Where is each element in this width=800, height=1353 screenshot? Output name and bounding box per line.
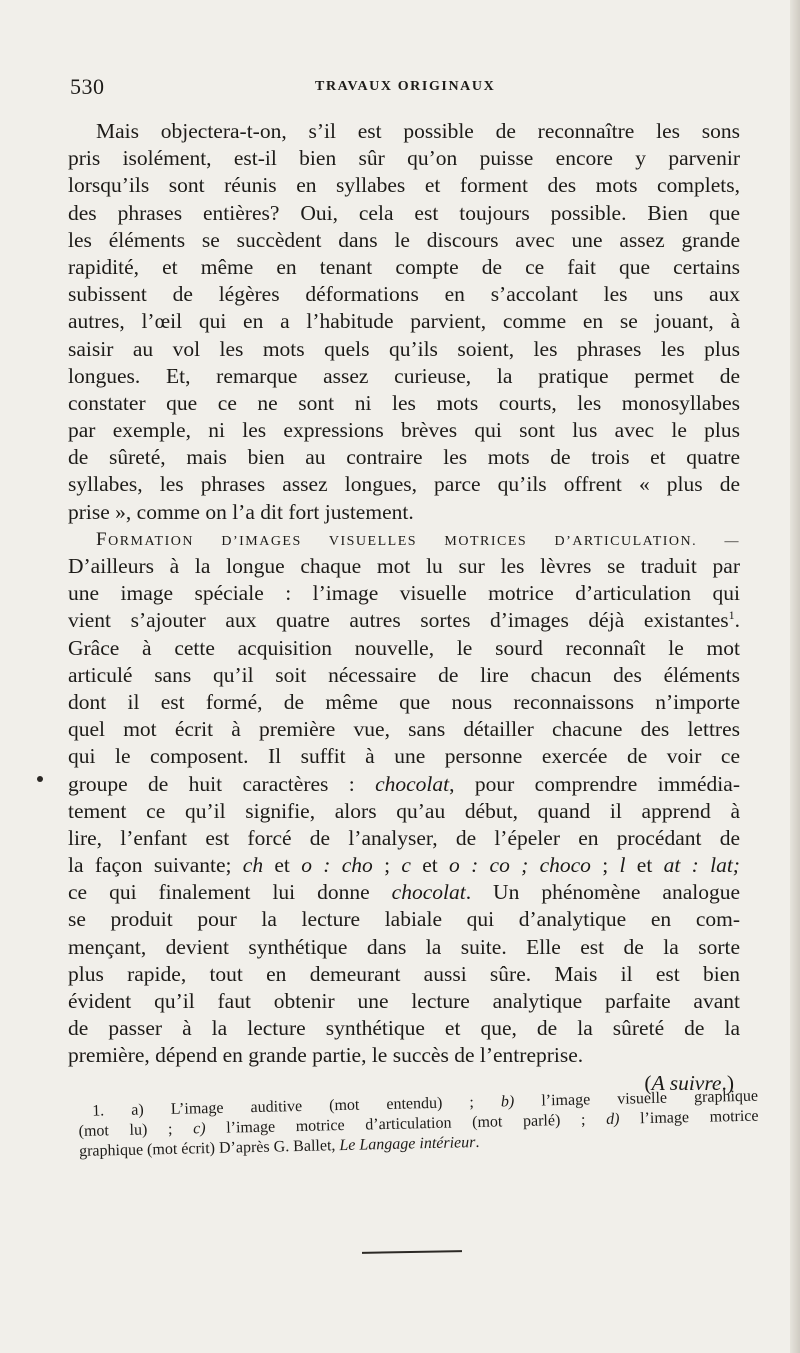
text-line: des phrases entières? Oui, cela est toujours possible. Bien que	[68, 200, 740, 225]
text-line: tement ce qu’il signifie, alors qu’au début, quand il apprend à	[68, 798, 740, 823]
text-line: mençant, devient synthétique dans la suite. Elle est de la sorte	[68, 934, 740, 959]
section-heading-initial: F	[96, 528, 109, 550]
text-segment: vient s’ajouter aux quatre autres sortes d’images déjà existantes	[68, 608, 729, 633]
italic-word: chocolat	[375, 771, 450, 796]
italic-word: d)	[605, 1110, 620, 1129]
margin-mark	[37, 776, 43, 782]
text-line: constater que ce ne sont ni les mots courts, les monosyllabes	[68, 390, 740, 415]
text-segment: graphique (mot écrit) D’après G. Ballet,	[78, 1137, 340, 1160]
text-line: évident qu’il faut obtenir une lecture analytique parfaite avant	[68, 989, 740, 1013]
paren-open: (	[644, 1070, 652, 1095]
text-line: dont il est formé, de même que nous reconnaissons n’importe	[68, 689, 740, 714]
text-segment: .	[734, 608, 740, 633]
text-line: de passer à la lecture synthétique et que, de la sûreté de la	[68, 1016, 740, 1041]
footnote-reference[interactable]: 1	[728, 608, 735, 623]
text-line: articulé sans qu’il soit nécessaire de lire chacun des éléments	[68, 662, 740, 687]
text-line: syllabes, les phrases assez longues, parce qu’ils offrent « plus de	[68, 472, 740, 497]
text-segment: , pour comprendre immédia-	[449, 771, 740, 796]
italic-word: ch	[242, 853, 264, 878]
text-segment: ;	[590, 853, 620, 878]
footnotes	[78, 1087, 759, 1162]
text-line	[68, 607, 740, 634]
text-line: qui le composent. Il suffit à une personne exercée de voir ce	[68, 744, 740, 769]
text-line: D’ailleurs à la longue chaque mot lu sur les lèvres se traduit par	[68, 554, 740, 578]
italic-word: o : co ; choco	[449, 853, 591, 878]
text-line: par exemple, ni les expressions brèves qui sont lus avec le plus	[68, 418, 740, 443]
text-line: se produit pour la lecture labiale qui d’analytique en com-	[68, 907, 740, 932]
text-segment: l’image motrice	[619, 1107, 759, 1128]
text-segment: l’image visuelle graphique	[514, 1087, 759, 1111]
main-text	[68, 118, 740, 1097]
text-line: autres, l’œil qui en a l’habitude parvient, comme en se jouant, à	[68, 309, 740, 334]
book-title: Le Langage intérieur	[339, 1133, 476, 1155]
page-edge-shadow	[790, 0, 800, 1353]
text-line: saisir au vol les mots quels qu’ils soient, les phrases les plus	[68, 336, 740, 361]
text-segment: ce qui finalement lui donne	[68, 880, 392, 905]
text-line: Grâce à cette acquisition nouvelle, le sourd reconnaît le mot	[68, 635, 740, 660]
text-segment: ;	[372, 853, 402, 878]
text-line	[68, 852, 740, 879]
text-segment: et	[625, 853, 664, 878]
text-segment: et	[410, 853, 450, 878]
text-line: de sûreté, mais bien au contraire les mots de trois et quatre	[68, 445, 740, 470]
text-segment: L’image auditive (mot entendu) ;	[170, 1093, 502, 1118]
text-segment: l’image motrice d’articulation (mot parlé) ;	[205, 1111, 607, 1138]
text-segment: la façon suivante;	[68, 853, 243, 878]
text-line: lorsqu’ils sont réunis en syllabes et forment des mots complets,	[68, 173, 740, 198]
to-be-continued-text: A suivre	[651, 1070, 722, 1095]
italic-word: at : lat;	[663, 853, 740, 878]
text-line	[68, 879, 740, 906]
footnote-number: 1. a)	[92, 1100, 171, 1120]
text-segment: .	[475, 1133, 480, 1151]
text-segment: groupe de huit caractères :	[68, 771, 376, 796]
italic-word: b)	[500, 1093, 515, 1111]
italic-word: c	[401, 853, 411, 878]
running-title: TRAVAUX ORIGINAUX	[315, 79, 496, 94]
text-line: première, dépend en grande partie, le succès de l’entreprise.	[68, 1043, 584, 1068]
italic-word: l	[619, 853, 626, 878]
text-line: subissent de légères déformations en s’accolant les uns aux	[68, 282, 740, 307]
text-line: les éléments se succèdent dans le discours avec une assez grande	[68, 227, 740, 252]
text-line: quel mot écrit à première vue, sans détailler chacune des lettres	[68, 717, 740, 742]
text-line	[68, 771, 740, 798]
section-heading-text: ORMATION D’IMAGES VISUELLES MOTRICES D’ARTICULATION. —	[108, 533, 740, 549]
text-line: lire, l’enfant est forcé de l’analyser, de l’épeler en procédant de	[68, 825, 740, 850]
italic-word: chocolat	[391, 880, 466, 905]
text-line: une image spéciale : l’image visuelle motrice d’articulation qui	[68, 581, 740, 606]
italic-word: o : cho	[301, 853, 373, 878]
text-line: prise », comme on l’a dit fort justement.	[68, 499, 414, 524]
text-segment: et	[263, 853, 302, 878]
section-heading	[68, 526, 740, 553]
text-segment: (mot lu) ;	[78, 1120, 194, 1140]
page-number: 530	[70, 74, 105, 99]
paren-close: .)	[721, 1070, 734, 1095]
text-line: pris isolément, est-il bien sûr qu’on puisse encore y parvenir	[68, 146, 740, 171]
text-line: plus rapide, tout en demeurant aussi sûre. Mais il est bien	[68, 961, 740, 986]
page-header	[70, 74, 760, 102]
text-line: Mais objectera-t-on, s’il est possible de reconnaître les sons	[96, 119, 740, 143]
text-line: longues. Et, remarque assez curieuse, la pratique permet de	[68, 363, 740, 388]
closing-rule	[362, 1250, 462, 1254]
text-segment: . Un phénomène analogue	[465, 880, 741, 905]
italic-word: c)	[192, 1120, 206, 1138]
text-line: rapidité, et même en tenant compte de ce fait que certains	[68, 254, 740, 279]
